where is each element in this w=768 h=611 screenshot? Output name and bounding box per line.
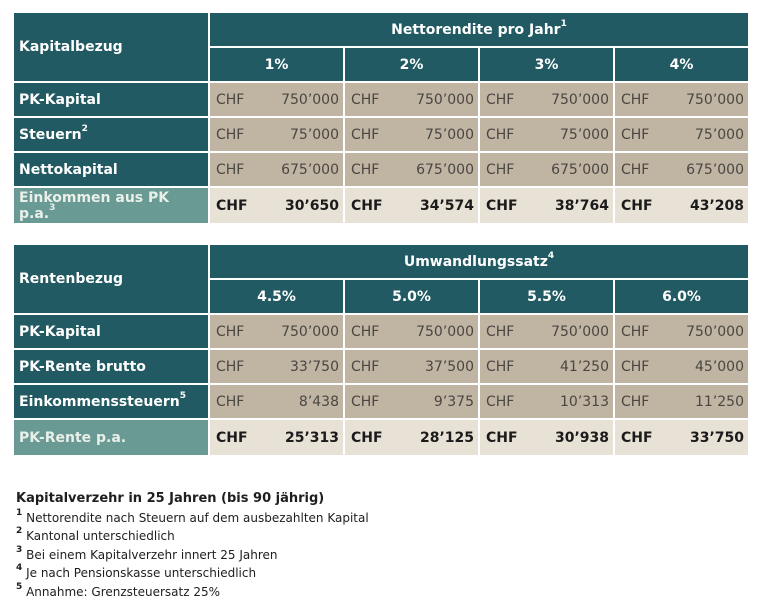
value-cell: 750’000 — [253, 315, 345, 350]
row-label: PK-Rente p.a. — [14, 420, 210, 455]
currency-cell: CHF — [210, 153, 253, 188]
currency-cell: CHF — [210, 118, 253, 153]
row-label: Einkommen aus PK p.a.$^3$ — [14, 188, 210, 223]
value-cell: 8’438 — [253, 385, 345, 420]
table-title: Rentenbezug — [14, 245, 210, 315]
value-cell: 43’208 — [658, 188, 748, 223]
footnote-number: 1 — [16, 507, 23, 518]
currency-cell: CHF — [210, 350, 253, 385]
row-label: Steuern$^2$ — [14, 118, 210, 153]
currency-cell: CHF — [615, 420, 658, 455]
column-header: 3% — [480, 48, 615, 83]
footnote-marker: 3 — [49, 202, 56, 213]
footnote-item — [16, 527, 369, 546]
currency-cell: CHF — [480, 153, 523, 188]
total-row — [14, 420, 748, 455]
currency-cell: CHF — [345, 350, 388, 385]
currency-cell: CHF — [210, 315, 253, 350]
currency-cell: CHF — [210, 420, 253, 455]
currency-cell: CHF — [480, 420, 523, 455]
currency-cell: CHF — [210, 385, 253, 420]
currency-cell: CHF — [480, 350, 523, 385]
table-row — [14, 315, 748, 350]
value-cell: 675’000 — [253, 153, 345, 188]
value-cell: 750’000 — [523, 315, 615, 350]
footnote-item — [16, 583, 369, 602]
value-cell: 45’000 — [658, 350, 748, 385]
value-cell: 38’764 — [523, 188, 615, 223]
row-label: PK-Kapital — [14, 315, 210, 350]
currency-cell: CHF — [345, 153, 388, 188]
value-cell: 675’000 — [658, 153, 748, 188]
value-cell: 675’000 — [388, 153, 480, 188]
currency-cell: CHF — [345, 385, 388, 420]
footnote-marker: 5 — [179, 390, 186, 401]
value-cell: 75’000 — [388, 118, 480, 153]
value-cell: 750’000 — [658, 83, 748, 118]
currency-cell: CHF — [480, 385, 523, 420]
table-title: Kapitalbezug — [14, 13, 210, 83]
value-cell: 750’000 — [253, 83, 345, 118]
column-header: 2% — [345, 48, 480, 83]
footnote-number: 5 — [16, 581, 23, 592]
value-cell: 30’650 — [253, 188, 345, 223]
footnote-number: 2 — [16, 526, 23, 537]
group-header: Nettorendite pro Jahr$^1$ — [210, 13, 748, 48]
column-header: 4% — [615, 48, 748, 83]
footnote-text: Annahme: Grenzsteuersatz 25% — [26, 584, 221, 599]
currency-cell: CHF — [615, 315, 658, 350]
currency-cell: CHF — [345, 83, 388, 118]
currency-cell: CHF — [480, 118, 523, 153]
value-cell: 33’750 — [253, 350, 345, 385]
currency-cell: CHF — [480, 188, 523, 223]
row-label: Nettokapital — [14, 153, 210, 188]
capital-withdrawal-table — [14, 13, 748, 223]
column-header: 5.0% — [345, 280, 480, 315]
currency-cell: CHF — [615, 350, 658, 385]
footnote-item — [16, 509, 369, 528]
currency-cell: CHF — [615, 118, 658, 153]
column-header: 4.5% — [210, 280, 345, 315]
value-cell: 675’000 — [523, 153, 615, 188]
value-cell: 750’000 — [523, 83, 615, 118]
footnote-text: Bei einem Kapitalverzehr innert 25 Jahren — [26, 547, 278, 562]
column-header: 6.0% — [615, 280, 748, 315]
column-header: 1% — [210, 48, 345, 83]
footnote-number: 4 — [16, 563, 23, 574]
column-header: 5.5% — [480, 280, 615, 315]
footnote-marker: 4 — [547, 250, 555, 261]
currency-cell: CHF — [615, 153, 658, 188]
footnote-marker: 1 — [560, 18, 567, 29]
footnote-item — [16, 546, 369, 565]
currency-cell: CHF — [345, 118, 388, 153]
value-cell: 750’000 — [658, 315, 748, 350]
row-label: Einkommenssteuern$^5$ — [14, 385, 210, 420]
value-cell: 33’750 — [658, 420, 748, 455]
value-cell: 750’000 — [388, 315, 480, 350]
value-cell: 30’938 — [523, 420, 615, 455]
value-cell: 34’574 — [388, 188, 480, 223]
value-cell: 11’250 — [658, 385, 748, 420]
currency-cell: CHF — [480, 83, 523, 118]
footnote-marker: 2 — [81, 123, 88, 134]
pension-withdrawal-table — [14, 245, 748, 455]
currency-cell: CHF — [345, 315, 388, 350]
value-cell: 750’000 — [388, 83, 480, 118]
footnote-item — [16, 564, 369, 583]
currency-cell: CHF — [615, 385, 658, 420]
currency-cell: CHF — [345, 420, 388, 455]
currency-cell: CHF — [615, 188, 658, 223]
currency-cell: CHF — [615, 83, 658, 118]
value-cell: 37’500 — [388, 350, 480, 385]
value-cell: 75’000 — [253, 118, 345, 153]
footnote-text: Kantonal unterschiedlich — [26, 529, 175, 544]
value-cell: 41’250 — [523, 350, 615, 385]
table-row — [14, 118, 748, 153]
table-row — [14, 153, 748, 188]
value-cell: 75’000 — [658, 118, 748, 153]
footnote-text: Je nach Pensionskasse unterschiedlich — [26, 566, 257, 581]
value-cell: 28’125 — [388, 420, 480, 455]
table-row — [14, 385, 748, 420]
row-label: PK-Kapital — [14, 83, 210, 118]
value-cell: 9’375 — [388, 385, 480, 420]
value-cell: 10’313 — [523, 385, 615, 420]
footnote-number: 3 — [16, 544, 23, 555]
table-row — [14, 83, 748, 118]
footnotes — [16, 490, 369, 602]
currency-cell: CHF — [345, 188, 388, 223]
value-cell: 75’000 — [523, 118, 615, 153]
currency-cell: CHF — [210, 83, 253, 118]
table-row — [14, 350, 748, 385]
footnote-text: Nettorendite nach Steuern auf dem ausbezahlten Kapital — [26, 510, 369, 525]
row-label: PK-Rente brutto — [14, 350, 210, 385]
value-cell: 25’313 — [253, 420, 345, 455]
group-header: Umwandlungssatz$^4$ — [210, 245, 748, 280]
currency-cell: CHF — [210, 188, 253, 223]
total-row — [14, 188, 748, 223]
currency-cell: CHF — [480, 315, 523, 350]
footnotes-title: Kapitalverzehr in 25 Jahren (bis 90 jährig) — [16, 491, 325, 506]
